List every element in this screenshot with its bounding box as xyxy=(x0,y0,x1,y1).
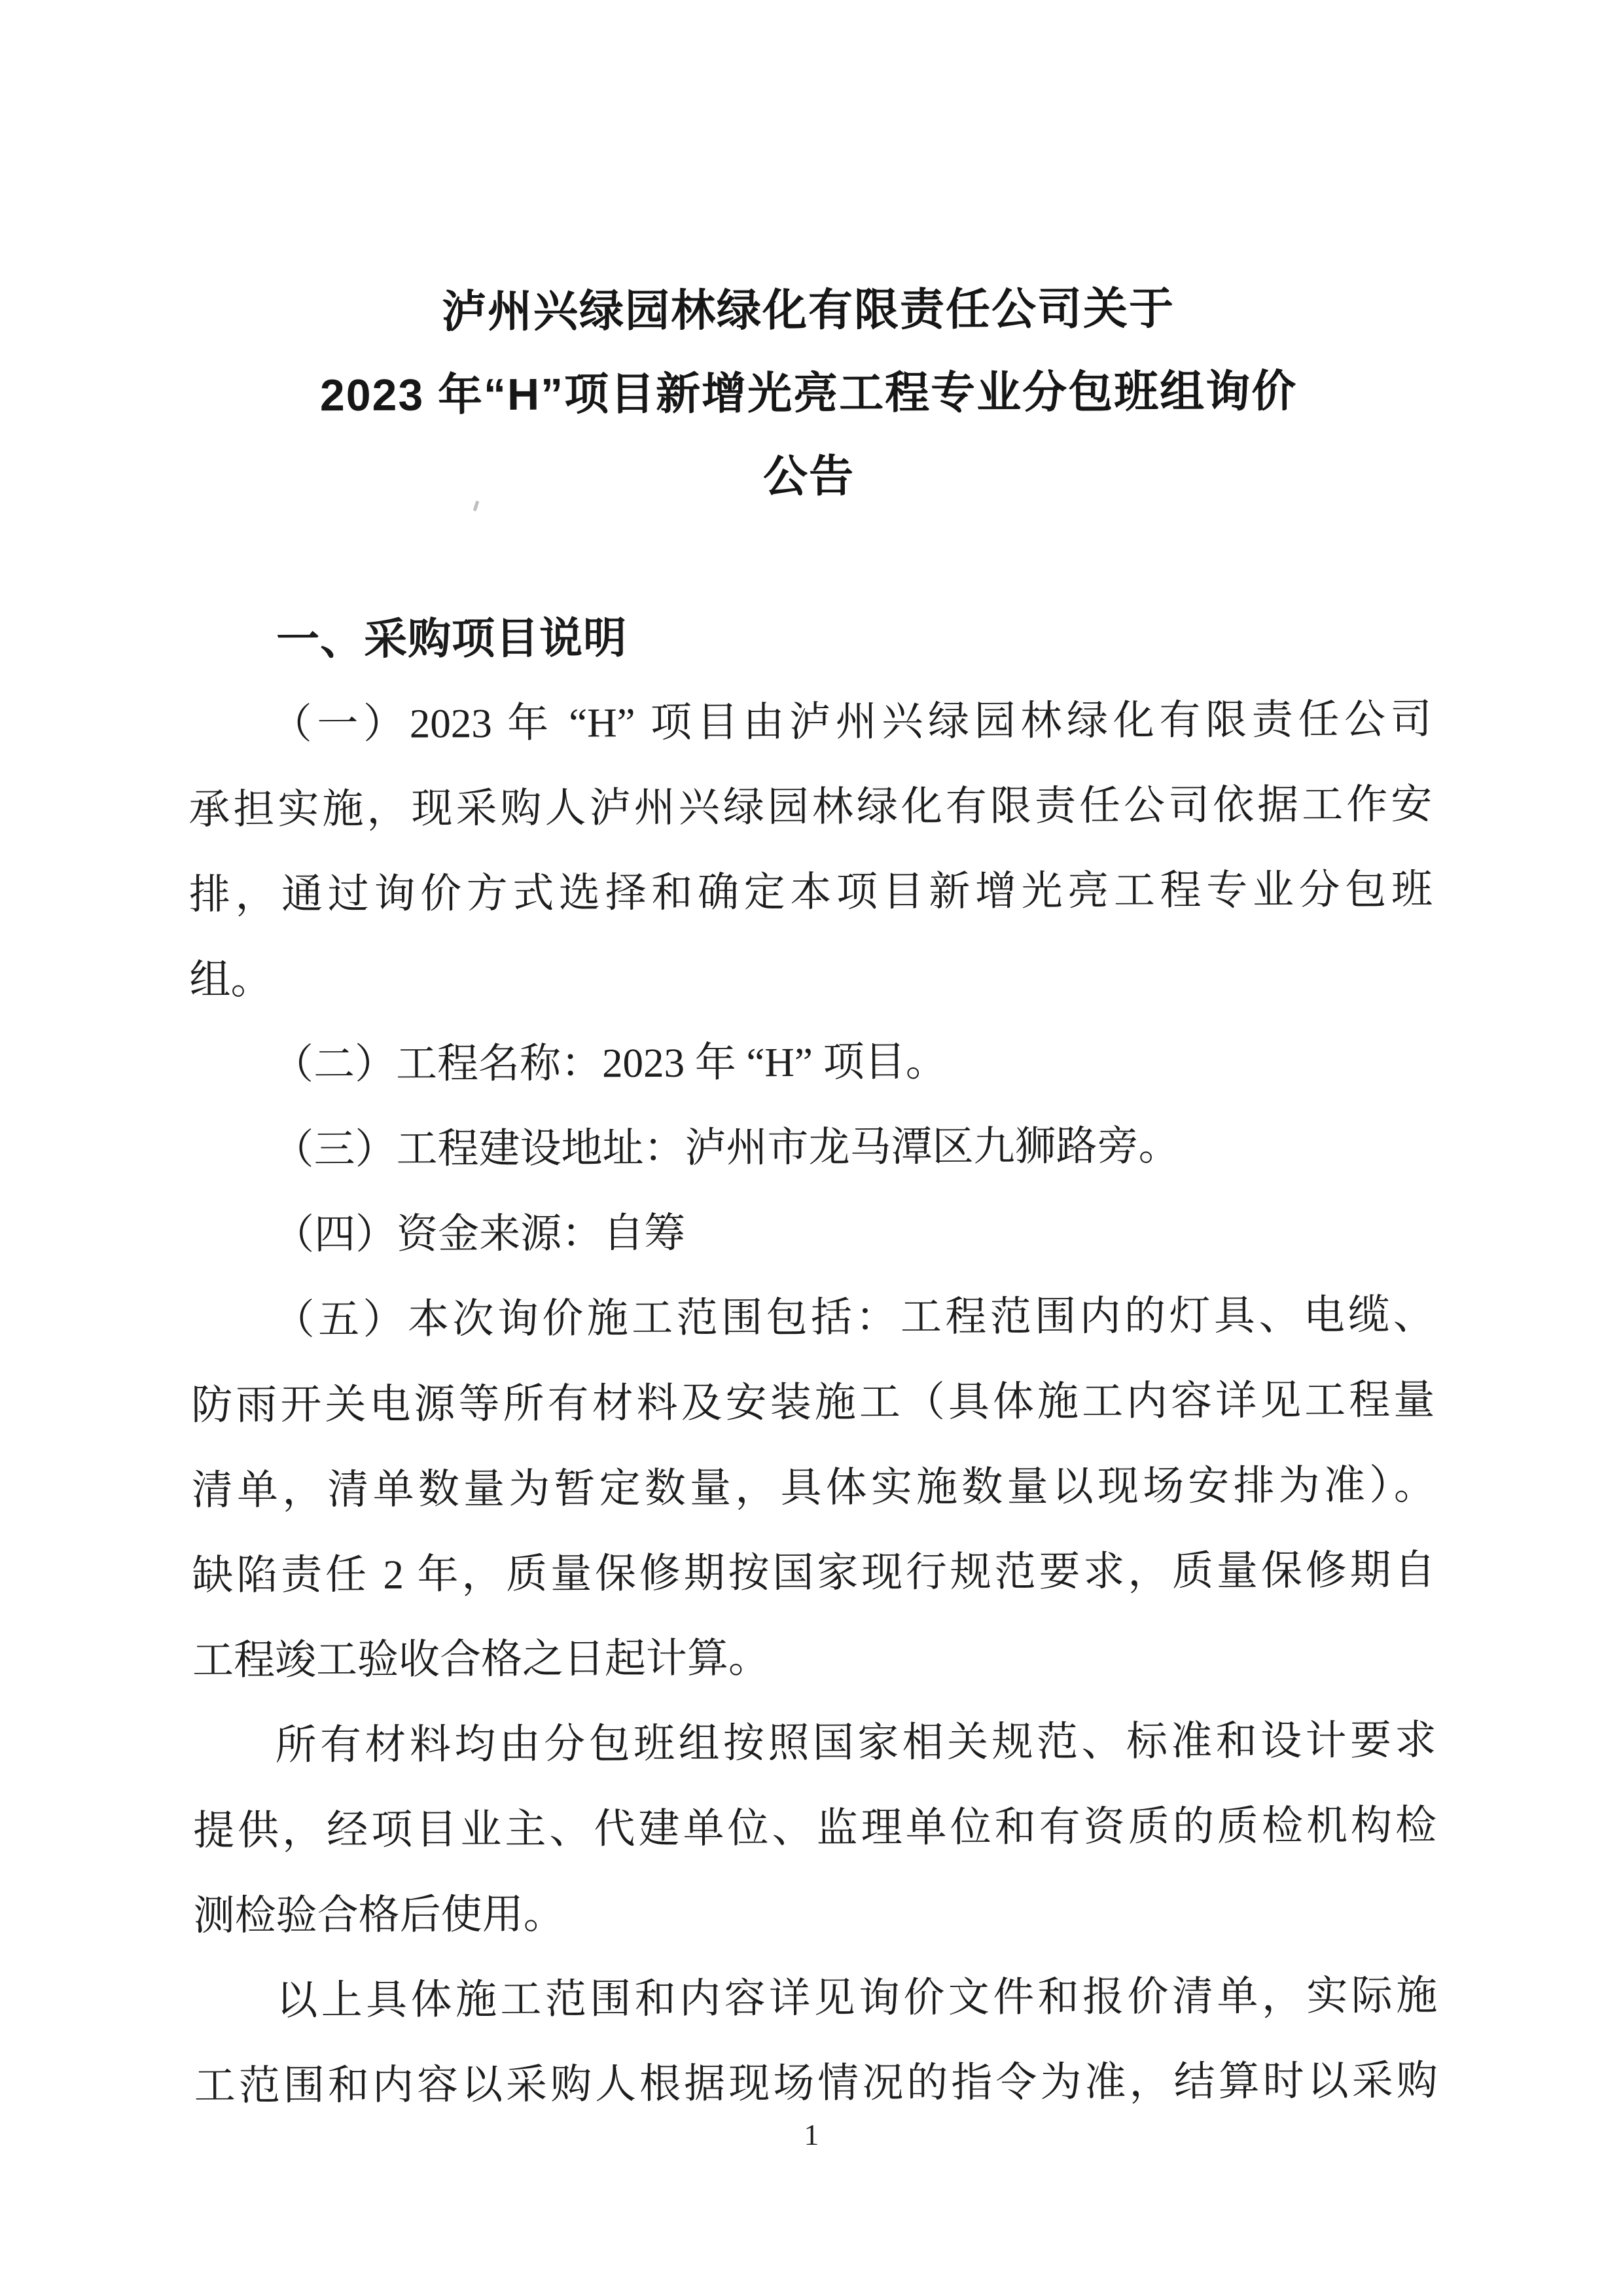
body-text xyxy=(188,677,1438,2128)
body-line: 测检验合格后使用。 xyxy=(193,1891,565,1939)
paragraph xyxy=(190,1272,1436,1703)
page-content xyxy=(185,0,1438,2128)
document-title xyxy=(187,266,1431,521)
body-line: 防雨开关电源等所有材料及安装施工（具体施工内容详见工程量 xyxy=(191,1376,1435,1429)
body-line: 清单，清单数量为暂定数量，具体实施数量以现场安排为准）。 xyxy=(191,1462,1435,1514)
body-line: 排，通过询价方式选择和确定本项目新增光亮工程专业分包班 xyxy=(188,866,1433,918)
paragraph xyxy=(188,677,1433,1022)
body-line: 组。 xyxy=(189,956,272,1003)
body-line: （五）本次询价施工范围包括：工程范围内的灯具、电缆、 xyxy=(273,1291,1435,1343)
title-line-2: 2023 年“H”项目新增光亮工程专业分包班组询价 xyxy=(319,366,1298,421)
body-line: 工范围和内容以采购人根据现场情况的指令为准，结算时以采购 xyxy=(194,2057,1438,2109)
paragraph xyxy=(194,1953,1438,2128)
title-line-1: 泸州兴绿园林绿化有限责任公司关于 xyxy=(441,283,1175,337)
body-line: （二）工程名称：2023 年 “H” 项目。 xyxy=(272,1039,947,1088)
paragraph xyxy=(190,1187,1435,1278)
body-line: 以上具体施工范围和内容详见询价文件和报价清单，实际施 xyxy=(276,1972,1438,2024)
title-line-3: 公告 xyxy=(762,451,855,502)
body-line: 承担实施，现采购人泸州兴绿园林绿化有限责任公司依据工作安 xyxy=(188,781,1433,833)
section-heading: 一、采购项目说明 xyxy=(276,613,628,664)
body-line: 提供，经项目业主、代建单位、监理单位和有资质的质检机构检 xyxy=(192,1802,1437,1854)
body-line: （一）2023 年 “H” 项目由泸州兴绿园林绿化有限责任公司 xyxy=(270,696,1432,747)
body-line: 所有材料均由分包班组按照国家相关规范、标准和设计要求 xyxy=(275,1717,1436,1768)
paragraph xyxy=(190,1102,1434,1193)
page-number: 1 xyxy=(804,2118,819,2151)
body-line: 缺陷责任 2 年，质量保修期按国家现行规范要求，质量保修期自 xyxy=(192,1547,1436,1599)
paragraph xyxy=(190,1017,1434,1107)
body-line: （三）工程建设地址：泸州市龙马潭区九狮路旁。 xyxy=(272,1122,1180,1173)
body-line: 工程竣工验收合格之日起计算。 xyxy=(192,1635,770,1684)
paragraph xyxy=(192,1698,1437,1958)
body-line: （四）资金来源：自筹 xyxy=(272,1210,686,1258)
